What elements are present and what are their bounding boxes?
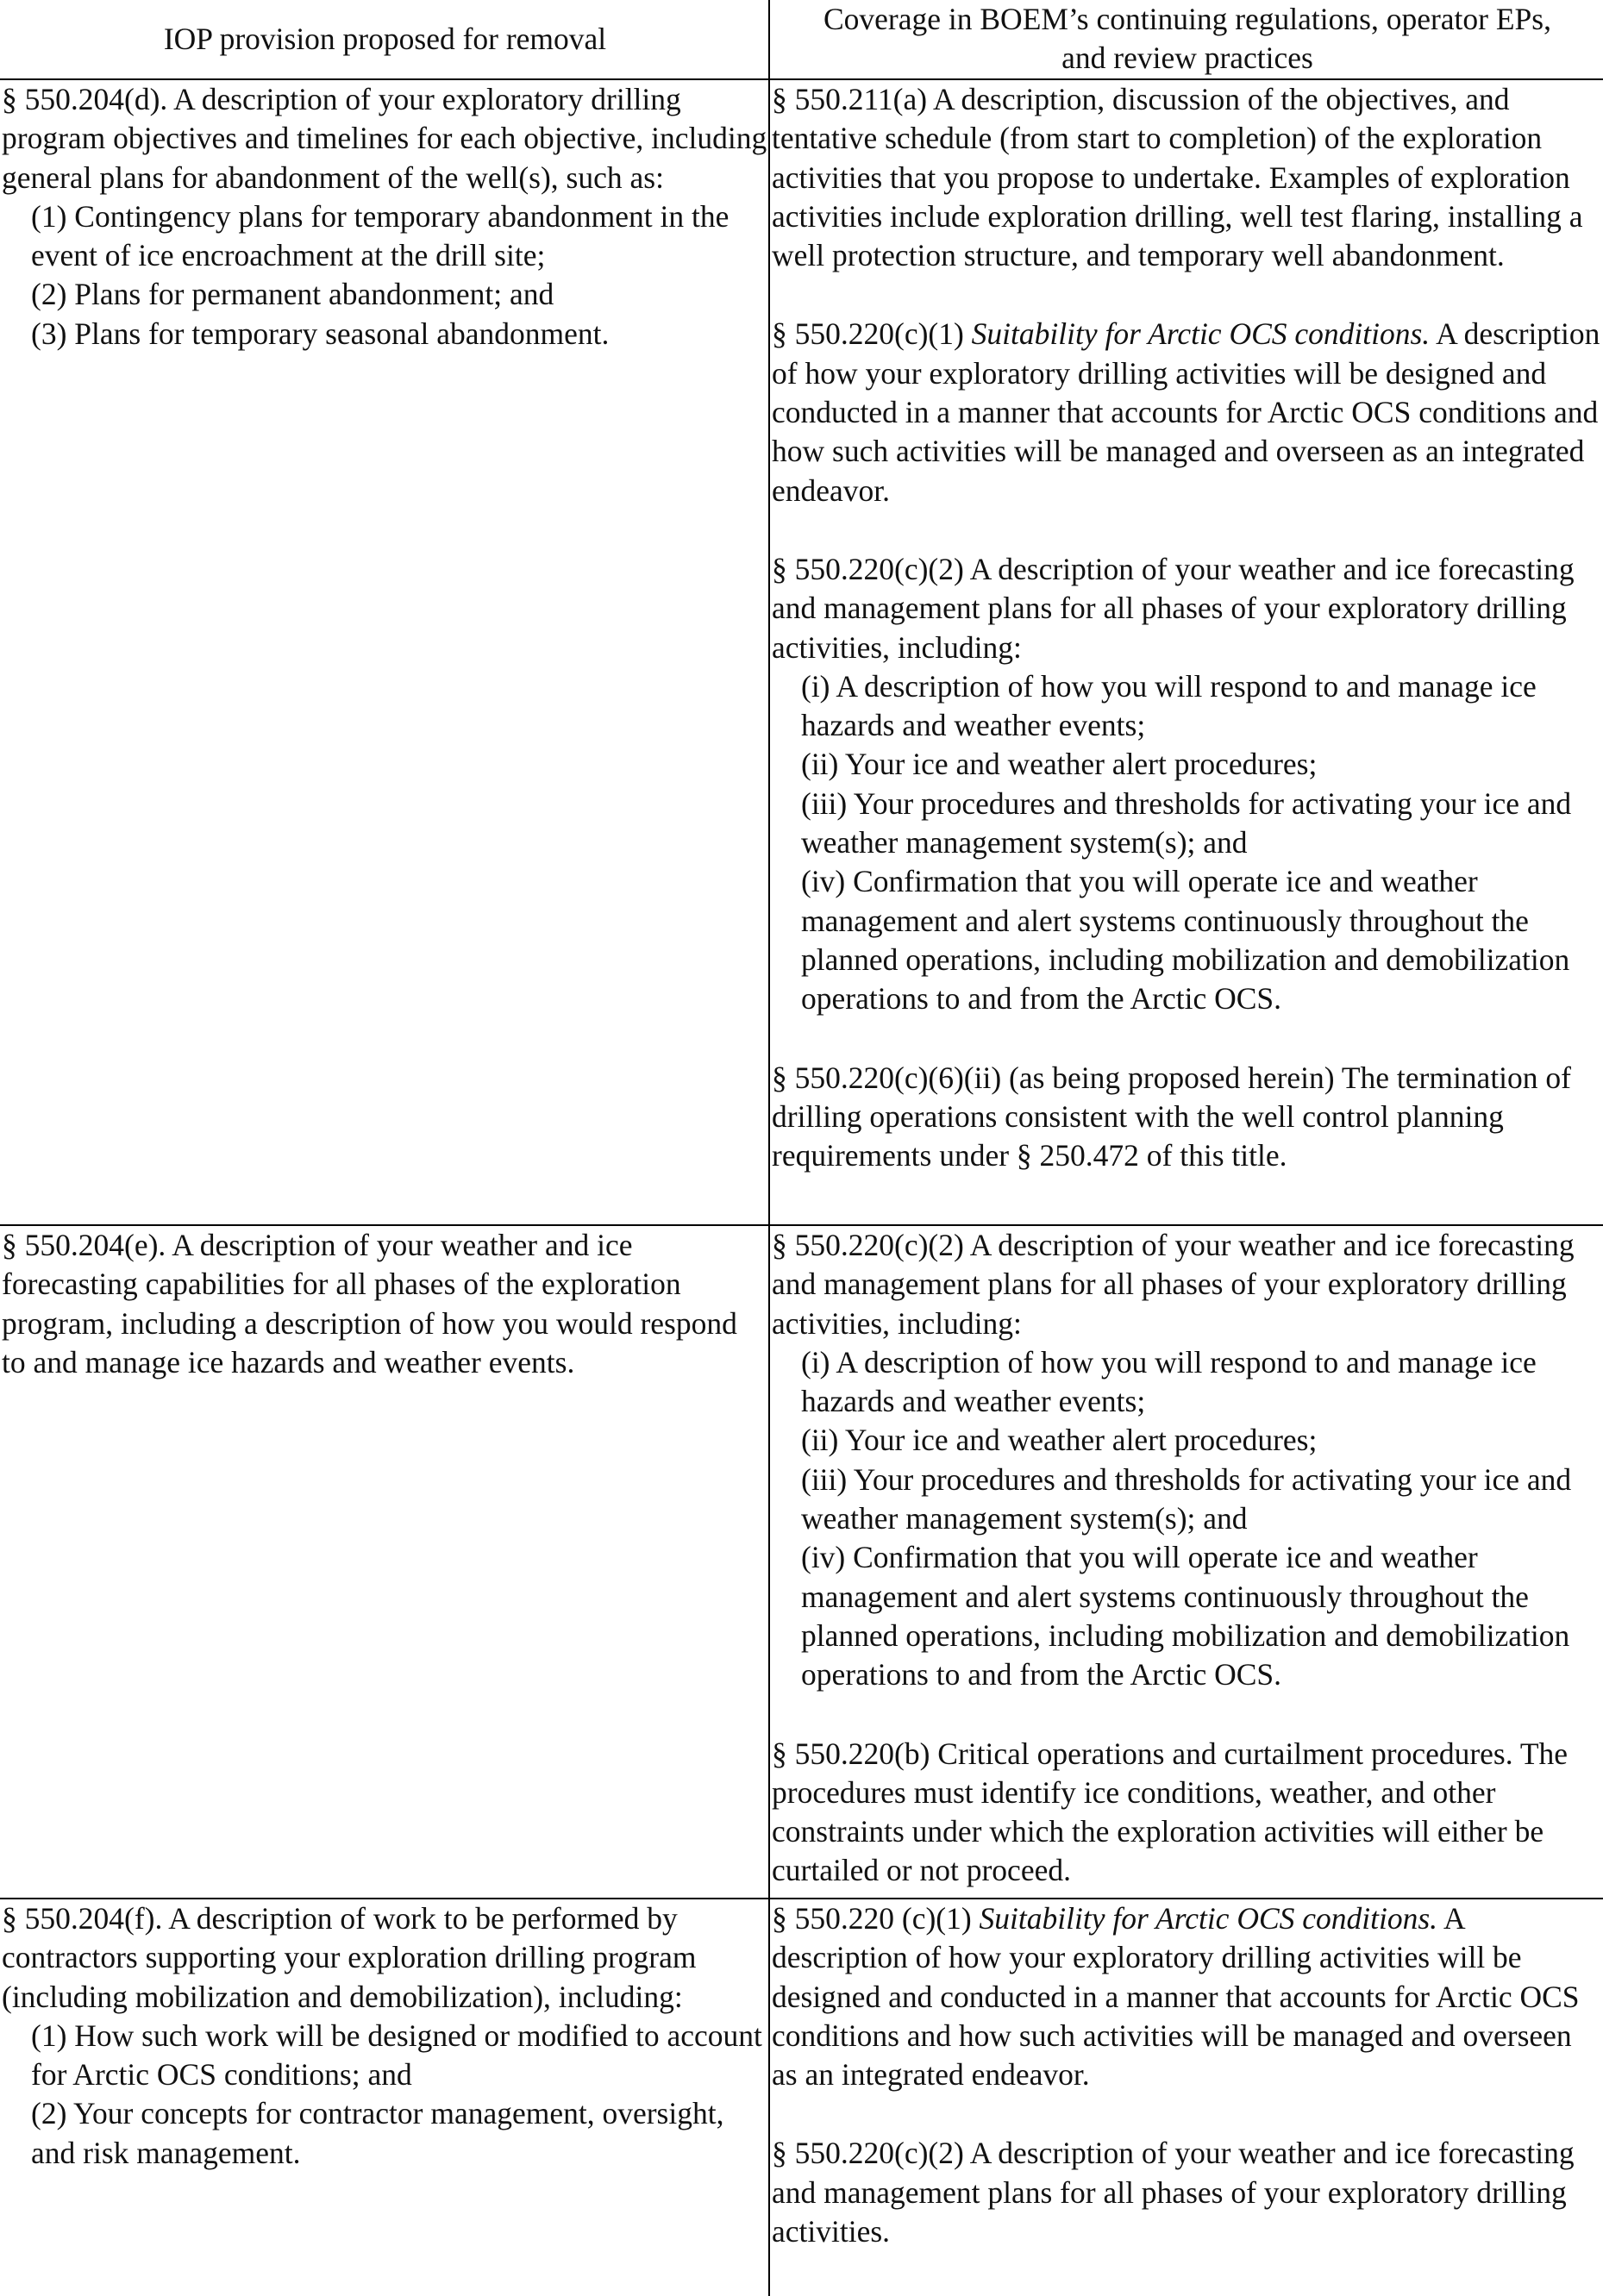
row1-left-intro: § 550.204(d). A description of your exploratory drilling program objectives and timelines for each objective, including general plans for abandonment of the well(s), such as: [2,82,767,195]
row1-right-para-2-text: A description of how your exploratory drilling activities will be designed and conducted in a manner that accounts for Arctic OCS conditions and how such activities will be managed and overseen as an integrated endeavor. [772,316,1600,508]
row1-left-item-3: (3) Plans for temporary seasonal abandonment. [31,316,610,351]
header-right-line2: and review practices [1061,41,1313,76]
row3-right-para-1-ref: § 550.220 (c)(1) [772,1901,980,1936]
header-left-text: IOP provision proposed for removal [163,21,607,56]
row2-right-item-iii: (iii) Your procedures and thresholds for activating your ice and weather management system(s); and [801,1461,1572,1536]
row3-left-item-2: (2) Your concepts for contractor management, oversight, and risk management. [31,2096,724,2170]
row1-right-item-iii: (iii) Your procedures and thresholds for activating your ice and weather management system(s); and [801,785,1572,860]
header-coverage [769,0,1603,79]
row2-right-para-2: § 550.220(b) Critical operations and curtailment procedures. The procedures must identify ice conditions, weather, and other constraints under which the exploration activities will either be curtailed or not proceed. [772,1736,1569,1888]
row1-left-item-2: (2) Plans for permanent abandonment; and [31,277,554,312]
row2-right-para-1-intro: § 550.220(c)(2) A description of your weather and ice forecasting and management plans for all phases of your exploratory drilling activities, including: [772,1228,1575,1341]
header-iop-provision [0,0,769,79]
row2-right-item-ii: (ii) Your ice and weather alert procedures; [801,1423,1318,1458]
row1-right-item-iv: (iv) Confirmation that you will operate ice and weather management and alert systems continuously throughout the planned operations, including mobilization and demobilization operations to and from the Arctic OCS. [801,864,1570,1017]
header-right-line1: Coverage in BOEM’s continuing regulations, operator EPs, [823,2,1551,36]
row1-right-para-3-intro: § 550.220(c)(2) A description of your weather and ice forecasting and management plans for all phases of your exploratory drilling activities, including: [772,551,1575,665]
row1-right-para-1: § 550.211(a) A description, discussion of the objectives, and tentative schedule (from start to completion) of the exploration activities that you propose to undertake. Examples of exploration activities include exploration drilling, well test flaring, installing a well protection structure, and temporary well abandonment. [772,82,1583,273]
table-row [0,79,1603,1225]
row3-left-item-1: (1) How such work will be designed or modified to account for Arctic OCS conditions; and [31,2018,762,2093]
row1-right-para-2-title: Suitability for Arctic OCS conditions. [971,316,1431,352]
row1-left-item-1: (1) Contingency plans for temporary abandonment in the event of ice encroachment at the drill site; [31,198,729,273]
row1-right-para-4: § 550.220(c)(6)(ii) (as being proposed herein) The termination of drilling operations consistent with the well control planning requirements under § 250.472 of this title. [772,1060,1571,1173]
row2-left-intro: § 550.204(e). A description of your weather and ice forecasting capabilities for all phases of the exploration program, including a description of how you would respond to and manage ice hazards and weather events. [2,1228,737,1379]
row1-right-item-i: (i) A description of how you will respond to and manage ice hazards and weather events; [801,668,1537,743]
row1-right-para-2-ref: § 550.220(c)(1) [772,316,972,352]
row3-right-para-2: § 550.220(c)(2) A description of your weather and ice forecasting and management plans for all phases of your exploratory drilling activities. [772,2136,1575,2249]
row3-right-para-1-text: A description of how your exploratory drilling activities will be designed and conducted in a manner that accounts for Arctic OCS conditions and how such activities will be managed and overseen as an integrated endeavor. [772,1901,1580,2093]
row3-left-cell [0,1899,769,2296]
row2-right-item-i: (i) A description of how you will respond to and manage ice hazards and weather events; [801,1344,1537,1419]
table-header-row [0,0,1603,79]
row2-left-cell [0,1225,769,1899]
row1-left-cell [0,79,769,1225]
row1-right-cell [769,79,1603,1225]
row3-right-cell [769,1899,1603,2296]
row2-right-item-iv: (iv) Confirmation that you will operate ice and weather management and alert systems continuously throughout the planned operations, including mobilization and demobilization operations to and from the Arctic OCS. [801,1540,1570,1692]
row3-right-para-1-title: Suitability for Arctic OCS conditions. [979,1901,1438,1936]
row1-right-item-ii: (ii) Your ice and weather alert procedures; [801,747,1318,782]
row1-right-para-2 [772,315,1603,510]
table-row [0,1899,1603,2296]
row2-right-cell [769,1225,1603,1899]
row3-left-intro: § 550.204(f). A description of work to be performed by contractors supporting your exploration drilling program (including mobilization and demobilization), including: [2,1901,697,2014]
row3-right-para-1 [772,1899,1603,2094]
table-row [0,1225,1603,1899]
